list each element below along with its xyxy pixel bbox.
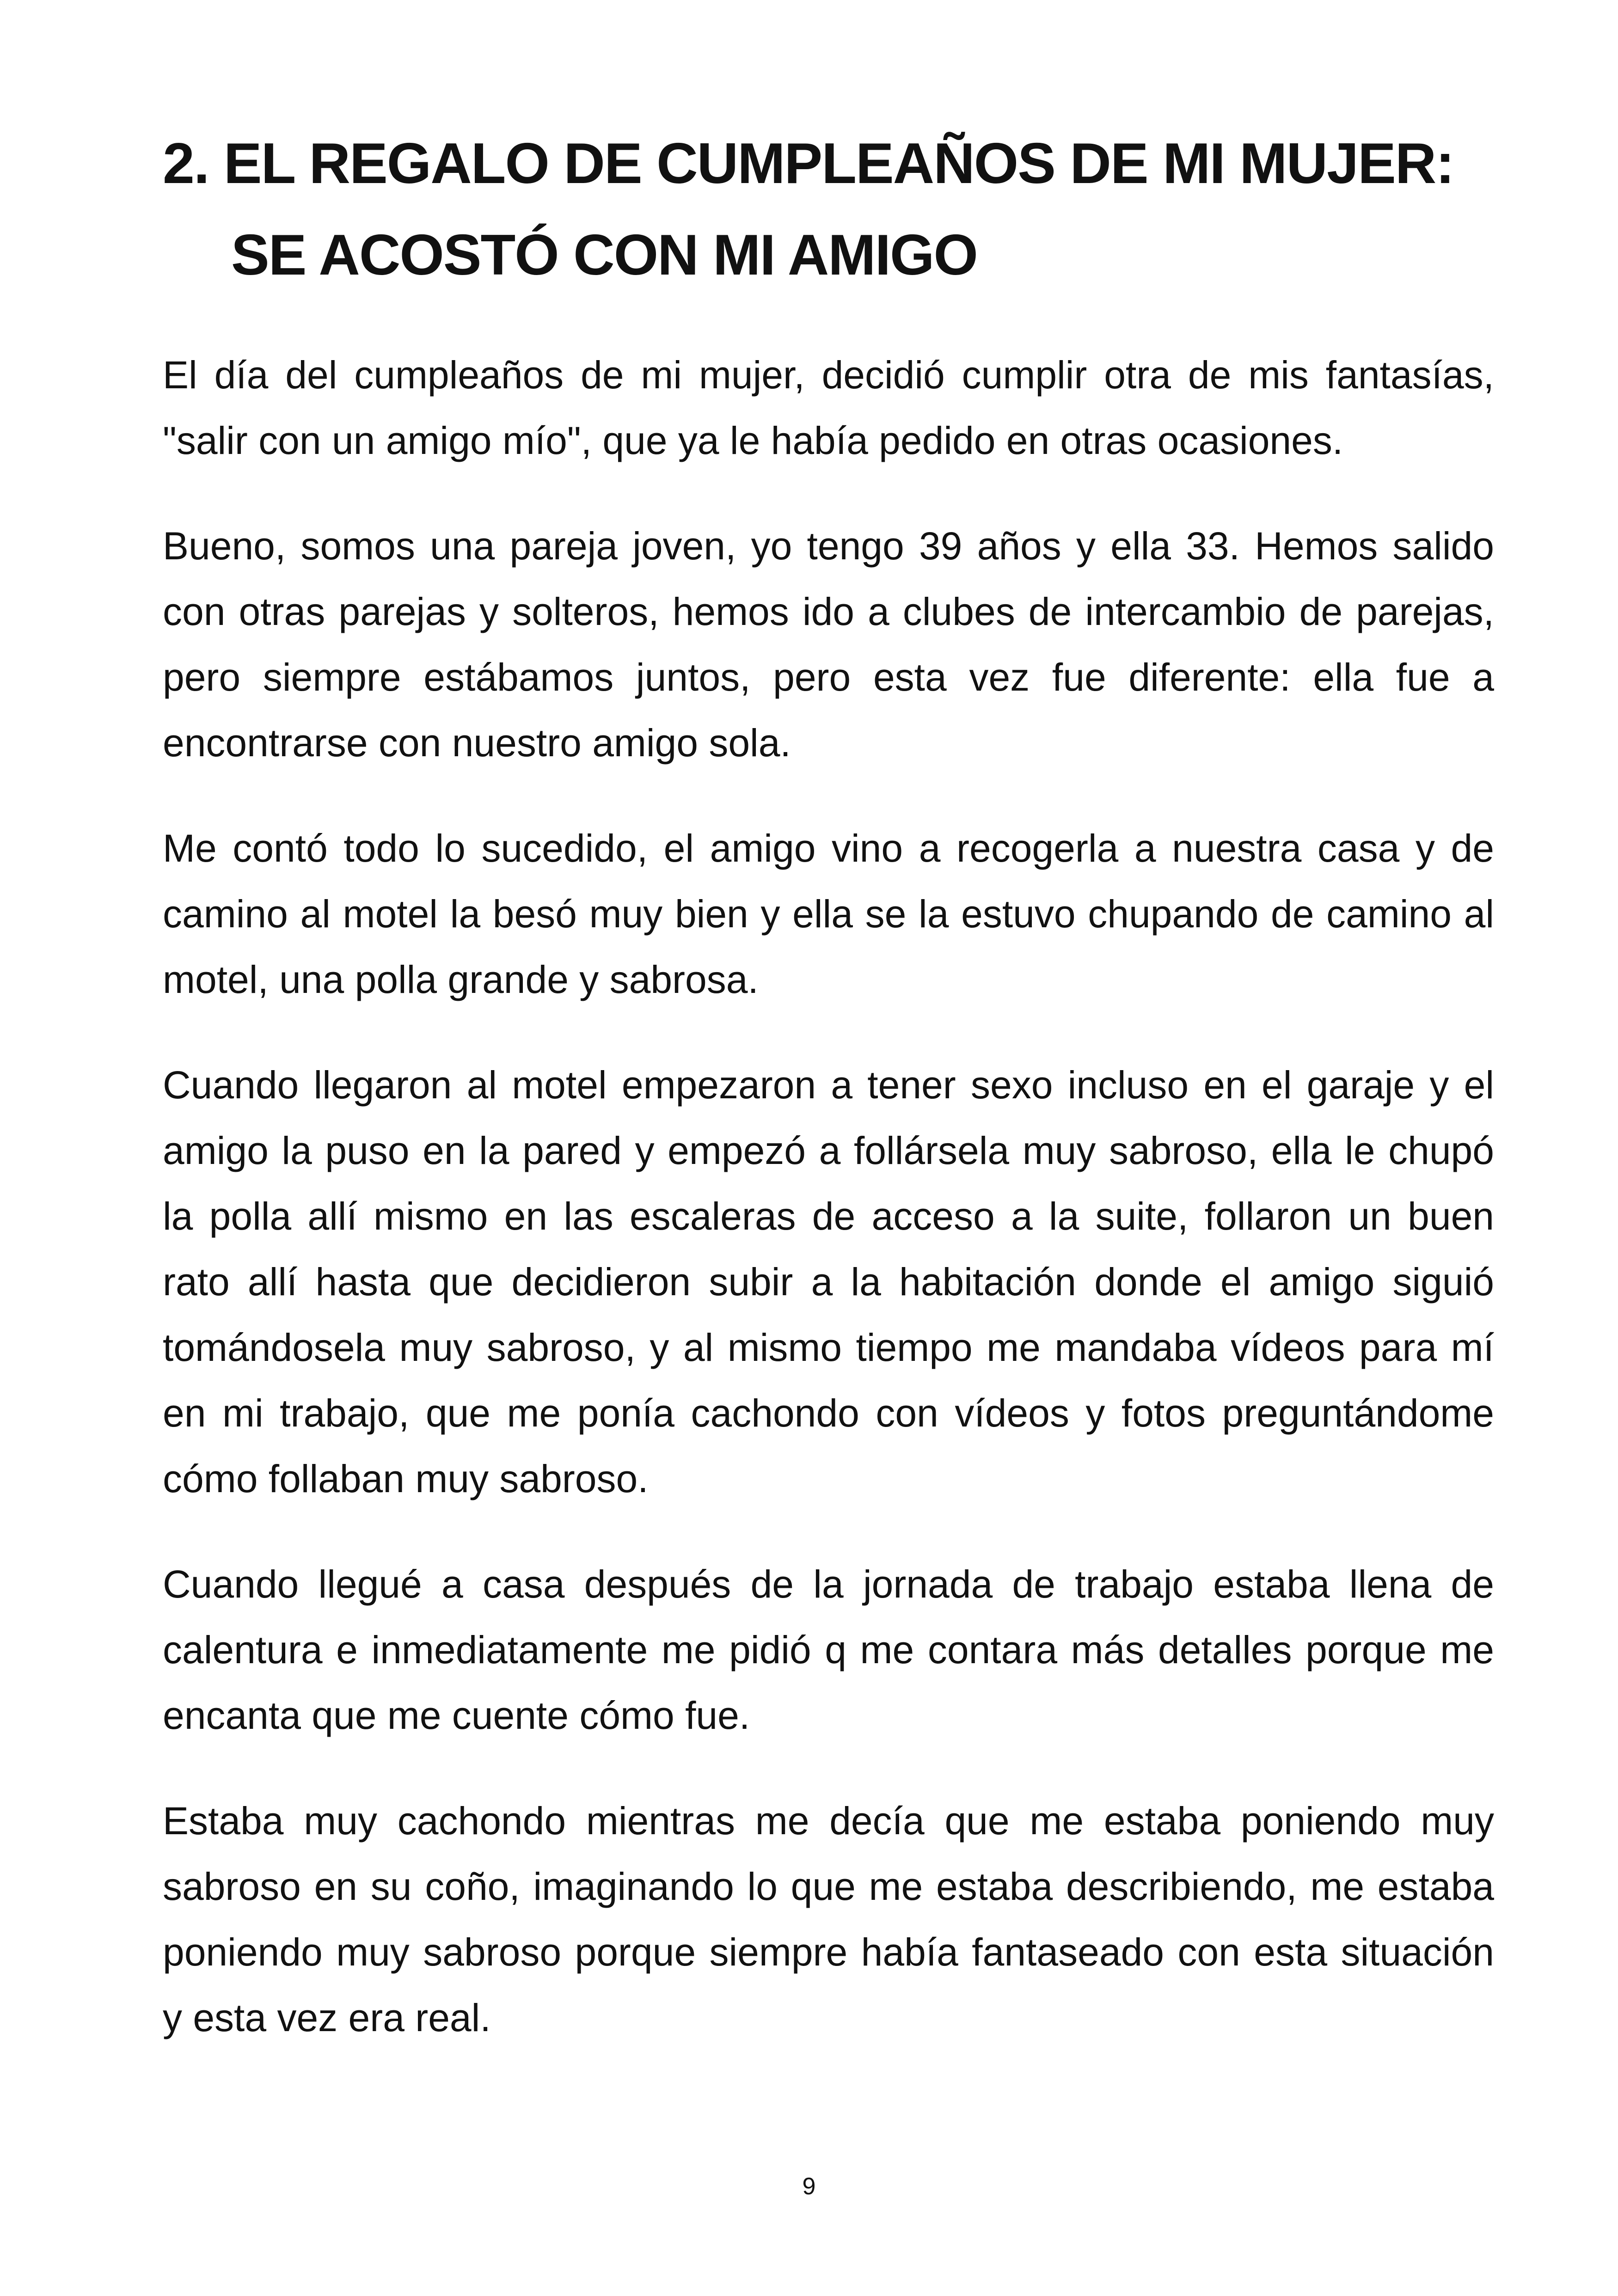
- paragraph-5: Cuando llegué a casa después de la jornada de trabajo estaba llena de calentura e inmediatamente me pidió q me contara más detalles porque me encanta que me cuente cómo fue.: [163, 1562, 1494, 1737]
- page-number: 9: [802, 2173, 816, 2200]
- paragraph-6: Estaba muy cachondo mientras me decía que me estaba poniendo muy sabroso en su coño, imaginando lo que me estaba describiendo, me estaba poniendo muy sabroso porque siempre había fantaseado con esta situación y esta vez era real.: [163, 1799, 1494, 2039]
- paragraph-1: El día del cumpleaños de mi mujer, decidió cumplir otra de mis fantasías, "salir con un amigo mío", que ya le había pedido en otras ocasiones.: [163, 353, 1494, 462]
- body-text: [163, 342, 1494, 2090]
- chapter-title-line-1: 2. EL REGALO DE CUMPLEAÑOS DE MI MUJER:: [163, 132, 1454, 196]
- chapter-title: [163, 118, 1494, 301]
- chapter-title-line-2: SE ACOSTÓ CON MI AMIGO: [231, 223, 977, 287]
- paragraph-3: Me contó todo lo sucedido, el amigo vino a recogerla a nuestra casa y de camino al motel la besó muy bien y ella se la estuvo chupando de camino al motel, una polla grande y sabrosa.: [163, 827, 1494, 1001]
- paragraph-2: Bueno, somos una pareja joven, yo tengo 39 años y ella 33. Hemos salido con otras parejas y solteros, hemos ido a clubes de intercambio de parejas, pero siempre estábamos juntos, pero esta vez fue diferente: ella fue a encontrarse con nuestro amigo sola.: [163, 524, 1494, 765]
- paragraph-4: Cuando llegaron al motel empezaron a tener sexo incluso en el garaje y el amigo la puso en la pared y empezó a follársela muy sabroso, ella le chupó la polla allí mismo en las escaleras de acceso a la suite, follaron un buen rato allí hasta que decidieron subir a la habitación donde el amigo siguió tomándosela muy sabroso, y al mismo tiempo me mandaba vídeos para mí en mi trabajo, que me ponía cachondo con vídeos y fotos preguntándome cómo follaban muy sabroso.: [163, 1063, 1494, 1500]
